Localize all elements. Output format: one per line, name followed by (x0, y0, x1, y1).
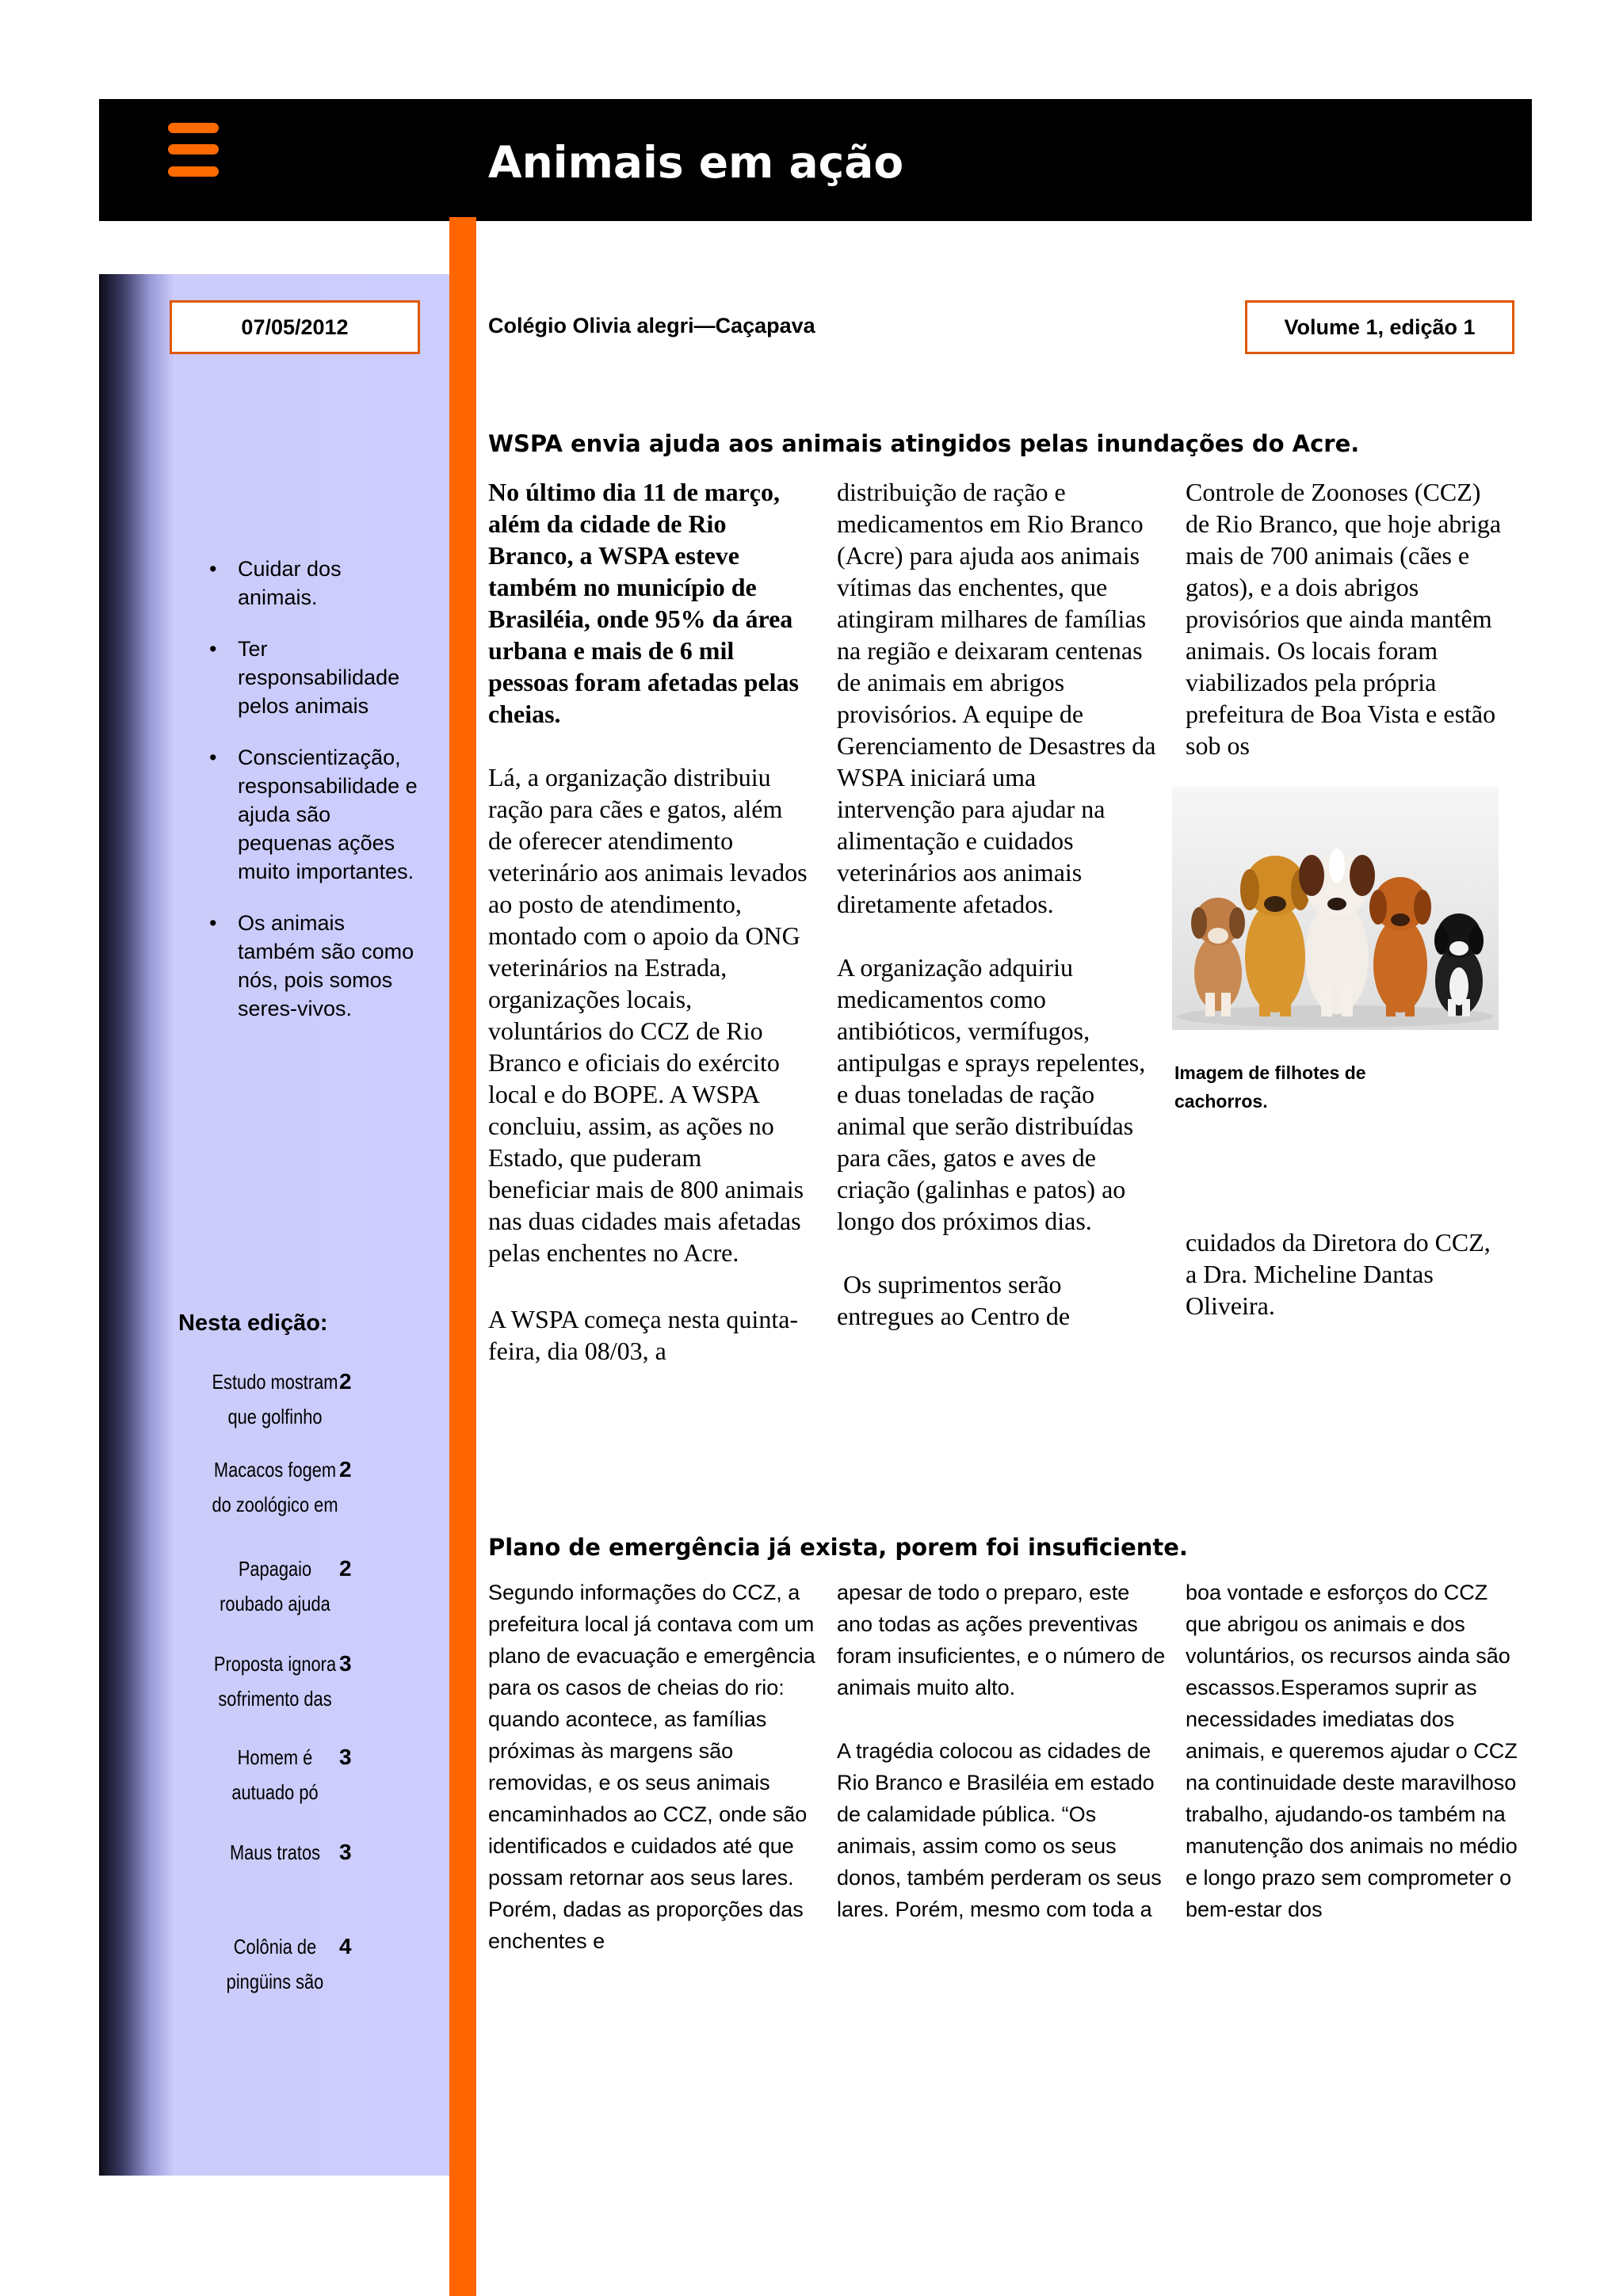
article2-column-2 (837, 1577, 1170, 1925)
toc-item-label: Estudo mostram que golfinho (212, 1370, 338, 1428)
school-name: Colégio Olivia alegri—Caçapava (488, 314, 815, 338)
article1-paragraph: A WSPA começa nesta quinta-feira, dia 08/03, a (488, 1305, 799, 1365)
article1-column-3 (1186, 476, 1507, 761)
orange-divider-bar (449, 217, 476, 2296)
bullet-item: • Cuidar dos animais. (206, 555, 420, 612)
article1-column-1 (488, 476, 809, 1367)
toc-page-number: 2 (339, 1457, 352, 1482)
article2-paragraph: boa vontade e esforços do CCZ que abrigou os animais e dos voluntários, os recursos ainda são escassos.Esperamos suprir as necessidades imediatas dos animais, e queremos ajudar o CCZ na continuidade deste maravilhoso trabalho, ajudando-os também na manutenção dos animais no médio e longo prazo sem comprometer o bem-estar dos (1186, 1581, 1518, 1921)
article2-headline: Plano de emergência já exista, porem foi insuficiente. (488, 1534, 1188, 1561)
article1-paragraph: Lá, a organização distribuiu ração para cães e gatos, além de oferecer atendimento veterinário aos animais levados ao posto de atendimento, montado com o apoio da ONG veterinários na Estrada, organizações locais, voluntários do CCZ de Rio Branco e oficiais do exército local e do BOPE. A WSPA concluiu, assim, as ações no Estado, que puderam beneficiar mais de 800 animais nas duas cidades mais afetadas pelas enchentes no Acre. (488, 763, 808, 1267)
date-box: 07/05/2012 (170, 300, 420, 354)
article2-paragraph: A tragédia colocou as cidades de Rio Branco e Brasiléia em estado de calamidade pública. “Os animais, assim como os seus donos, também perderam os seus lares. Porém, mesmo com toda a (837, 1739, 1162, 1921)
toc-item-label: Macacos fogem do zoológico em (212, 1458, 338, 1516)
toc-page-number: 3 (339, 1651, 352, 1676)
hamburger-menu-icon[interactable] (168, 123, 219, 177)
toc-page-number: 4 (339, 1934, 352, 1958)
article1-paragraph: Os suprimentos serão entregues ao Centro de (837, 1270, 1071, 1330)
puppy-photo (1172, 787, 1499, 1030)
toc-item-label: Colônia de pingüins são (226, 1935, 324, 1993)
article1-headline: WSPA envia ajuda aos animais atingidos pelas inundações do Acre. (488, 430, 1360, 457)
article1-column-2 (837, 476, 1158, 1332)
toc-page-number: 2 (339, 1556, 352, 1581)
article2-column-3 (1186, 1577, 1518, 1925)
article2-paragraph: apesar de todo o preparo, este ano todas as ações preventivas foram insuficientes, e o número de animais muito alto. (837, 1581, 1166, 1699)
toc-page-number: 3 (339, 1840, 352, 1864)
toc-page-number: 2 (339, 1369, 352, 1394)
volume-box: Volume 1, edição 1 (1245, 300, 1514, 354)
bullet-item: • Os animais também são como nós, pois somos seres-vivos. (206, 909, 420, 1023)
toc-item-label: Maus tratos (229, 1840, 321, 1864)
newsletter-title: Animais em ação (488, 137, 904, 188)
bullet-item: • Ter responsabilidade pelos animais (206, 635, 420, 720)
toc-page-number: 3 (339, 1745, 352, 1769)
article2-column-1 (488, 1577, 821, 1957)
toc-item-label: Papagaio roubado ajuda (220, 1557, 330, 1615)
puppy-shape (1434, 913, 1484, 1016)
toc-item-label: Proposta ignora sofrimento das (213, 1652, 337, 1711)
toc-title: Nesta edição: (178, 1310, 328, 1336)
photo-caption: Imagem de filhotes de cachorros. (1174, 1062, 1366, 1112)
article1-paragraph: A organização adquiriu medicamentos como antibióticos, vermífugos, antipulgas e sprays repelentes, e duas toneladas de ração animal que serão distribuídas para cães, gatos e aves de criação (galinhas e patos) ao longo dos próximos dias. (837, 953, 1146, 1235)
article1-column-3-continued (1186, 1226, 1507, 1322)
toc-item-label: Homem é autuado pó (231, 1745, 319, 1804)
article2-paragraph: Segundo informações do CCZ, a prefeitura local já contava com um plano de evacuação e emergência para os casos de cheias do rio: quando acontece, as famílias próximas às margens são removidas, e os seus animais encaminhados ao CCZ, onde são identificados e cuidados até que possam retornar aos seus lares. Porém, dadas as proporções das enchentes e (488, 1581, 815, 1953)
article1-paragraph: cuidados da Diretora do CCZ, a Dra. Micheline Dantas Oliveira. (1186, 1228, 1491, 1320)
article1-lead-paragraph: No último dia 11 de março, além da cidade de Rio Branco, a WSPA esteve também no município de Brasiléia, onde 95% da área urbana e mais de 6 mil pessoas foram afetadas pelas cheias. (488, 478, 799, 728)
article1-paragraph: Controle de Zoonoses (CCZ) de Rio Branco, que hoje abriga mais de 700 animais (cães e gatos), e a dois abrigos provisórios que ainda mantêm animais. Os locais foram viabilizados pela própria prefeitura de Boa Vista e estão sob os (1186, 478, 1502, 760)
sidebar-bullet-list (206, 555, 420, 1046)
article1-paragraph: distribuição de ração e medicamentos em Rio Branco (Acre) para ajuda aos animais vítimas das enchentes, que atingiram milhares de famílias na região e deixaram centenas de animais em abrigos provisórios. A equipe de Gerenciamento de Desastres da WSPA iniciará uma intervenção para ajudar na alimentação e cuidados veterinários aos animais diretamente afetados. (837, 478, 1156, 918)
bullet-item: • Conscientização, responsabilidade e ajuda são pequenas ações muito importantes. (206, 743, 420, 886)
